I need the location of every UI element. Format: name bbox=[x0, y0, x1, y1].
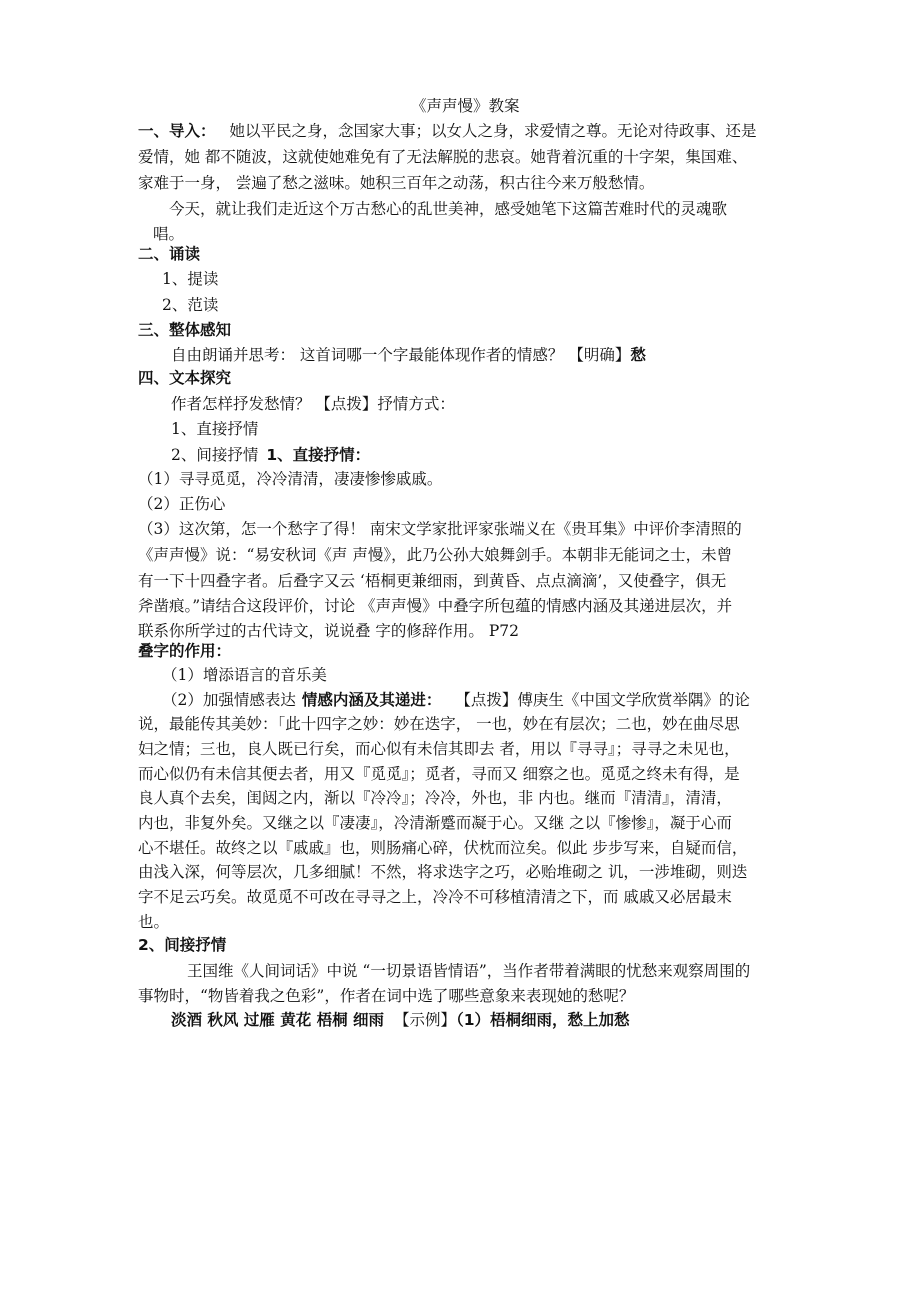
overlap-line-6: 内也，非复外矣。又继之以『凄凄』，冷清渐蹙而凝于心。又继 之以『惨惨』，凝于心而 bbox=[138, 814, 732, 832]
explore-question: 作者怎样抒发愁情？ 【点拨】抒情方式： bbox=[171, 395, 455, 413]
intro-line-4: 今天，就让我们走近这个万古愁心的乱世美神，感受她笔下这篇苦难时代的灵魂歌 bbox=[169, 200, 728, 218]
direct-lyric-heading: 1、直接抒情： bbox=[266, 446, 371, 464]
explore-item-2 bbox=[171, 443, 370, 467]
reading-item-1: 1、提读 bbox=[162, 270, 219, 288]
overlap-line-9: 字不足云巧矣。故觅觅不可改在寻寻之上，冷冷不可移植清清之下，而 戚戚又必居最末 bbox=[138, 888, 732, 906]
explore-para-2: （2）正伤心 bbox=[138, 495, 226, 513]
explore-para-3-line-2: 《声声慢》说：“易安秋词《声 声慢》，此乃公孙大娘舞剑手。本朝非无能词之士，未曾 bbox=[138, 546, 733, 564]
intro-text: 她以平民之身，念国家大事；以女人之身，求爱情之尊。无论对待政事、还是 bbox=[229, 122, 757, 140]
overlap-role-2-text: （2）加强情感表达 bbox=[162, 691, 296, 709]
section-heading-explore: 四、文本探究 bbox=[138, 369, 232, 387]
explore-para-3-line-3: 有一下十四叠字者。后叠字又云 ‘梧桐更兼细雨，到黄昏、点点滴滴’，又使叠字，俱无 bbox=[138, 572, 727, 590]
overlap-line-3: 妇之情；三也，良人既已行矣，而心似有未信其即去 者，用以『寻寻』；寻寻之未见也， bbox=[138, 740, 740, 758]
indirect-line-2: 事物时，“物皆着我之色彩”，作者在词中选了哪些意象来表现她的愁呢？ bbox=[138, 987, 635, 1005]
explore-para-1: （1）寻寻觅觅，冷冷清清，凄凄惨惨戚戚。 bbox=[138, 470, 443, 488]
example-label: 【示例】 bbox=[393, 1011, 456, 1029]
section-heading-perception: 三、整体感知 bbox=[138, 321, 232, 339]
overlap-line-4: 而心似仍有未信其便去者，用又『觅觅』；觅者，寻而又 细察之也。觅觅之终未有得，是 bbox=[138, 765, 740, 783]
example-text: （1）梧桐细雨，愁上加愁 bbox=[456, 1011, 630, 1029]
overlap-role-1: （1）增添语言的音乐美 bbox=[162, 666, 327, 684]
explore-para-3-line-4: 斧凿痕。”请结合这段评价，讨论 《声声慢》中叠字所包蕴的情感内涵及其递进层次，并 bbox=[138, 597, 733, 615]
explore-para-3-line-5: 联系你所学过的古代诗文，说说叠 字的修辞作用。 P72 bbox=[138, 622, 520, 640]
indirect-line-1: 王国维《人间词话》中说 “一切景语皆情语”，当作者带着满眼的忧愁来观察周围的 bbox=[187, 962, 751, 980]
reading-item-2: 2、范读 bbox=[162, 296, 219, 314]
perception-answer: 愁 bbox=[630, 346, 646, 364]
overlap-line-2: 说，最能传其美妙：「此十四字之妙：妙在迭字， 一也，妙在有层次；二也，妙在曲尽思 bbox=[138, 715, 740, 733]
indirect-lyric-heading: 2、间接抒情 bbox=[138, 936, 227, 954]
overlap-line-10: 也。 bbox=[138, 913, 170, 931]
section-heading-reading: 二、诵读 bbox=[138, 245, 201, 263]
explore-item-1: 1、直接抒情 bbox=[171, 420, 259, 438]
overlap-heading: 叠字的作用： bbox=[138, 642, 232, 660]
intro-line-3: 家难于一身， 尝遍了愁之滋味。她积三百年之动荡，积古往今来万般愁情。 bbox=[138, 174, 655, 192]
overlap-role-2 bbox=[162, 688, 750, 712]
imagery-list: 淡酒 秋风 过雁 黄花 梧桐 细雨 bbox=[171, 1011, 384, 1029]
explore-item-2-text: 2、间接抒情 bbox=[171, 446, 259, 464]
intro-line-1 bbox=[138, 119, 757, 143]
indirect-imagery-line bbox=[171, 1008, 630, 1032]
emotion-layers-heading: 情感内涵及其递进： bbox=[301, 691, 442, 709]
document-title: 《声声慢》教案 bbox=[411, 97, 520, 115]
overlap-line-5: 良人真个去矣，闺闼之内，渐以『冷冷』；冷冷，外也，非 内也。继而『清清』，清清， bbox=[138, 789, 732, 807]
intro-line-2: 爱情，她 都不随波，这就使她难免有了无法解脱的悲哀。她背着沉重的十字架，集国难、 bbox=[138, 148, 748, 166]
section-heading-intro: 一、导入： bbox=[138, 122, 216, 140]
overlap-role-2-hint: 【点拨】傅庚生《中国文学欣赏举隅》的论 bbox=[455, 691, 750, 709]
overlap-line-8: 由浅入深，何等层次，几多细腻！不然，将求迭字之巧，必贻堆砌之 讥，一涉堆砌，则迭 bbox=[138, 863, 748, 881]
explore-para-3-line-1: （3）这次第，怎一个愁字了得！ 南宋文学家批评家张端义在《贵耳集》中评价李清照的 bbox=[138, 520, 742, 538]
overlap-line-7: 心不堪任。故终之以『戚戚』也，则肠痛心碎，伏枕而泣矣。似此 步步写来，自疑而信， bbox=[138, 839, 748, 857]
perception-text: 自由朗诵并思考： 这首词哪一个字最能体现作者的情感？ 【明确】 bbox=[171, 346, 631, 364]
intro-line-5: 唱。 bbox=[153, 225, 185, 243]
perception-question bbox=[171, 343, 646, 367]
